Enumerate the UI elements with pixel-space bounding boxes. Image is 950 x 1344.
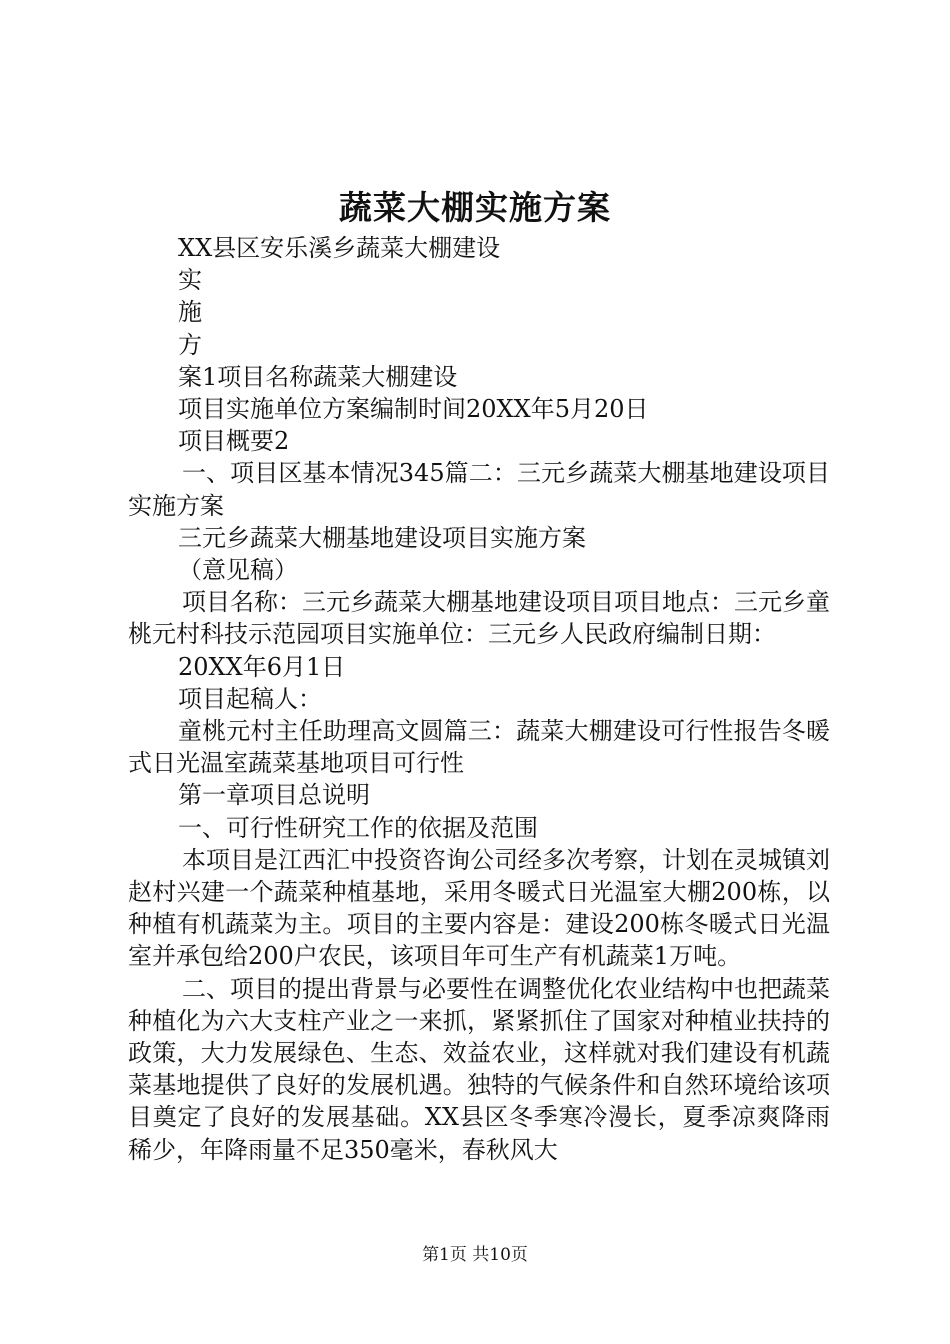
paragraph: 项目名称：三元乡蔬菜大棚基地建设项目项目地点：三元乡童桃元村科技示范园项目实施单位：三元乡人民政府编制日期： — [128, 588, 830, 649]
paragraph: 二、项目的提出背景与必要性在调整优化农业结构中也把蔬菜种植化为六大支柱产业之一来抓，紧紧抓住了国家对种植业扶持的政策，大力发展绿色、生态、效益农业，这样就对我们建设有机蔬菜基地提供了良好的发展机遇。独特的气候条件和自然环境给该项目奠定了良好的发展基础。XX县区冬季寒冷漫长，夏季凉爽降雨稀少，年降雨量不足350毫米，春秋风大 — [128, 974, 830, 1164]
paragraph: 第一章项目总说明 — [178, 781, 370, 810]
paragraph: （意见稿） — [178, 556, 298, 585]
paragraph: 一、项目区基本情况345篇二：三元乡蔬菜大棚基地建设项目实施方案 — [128, 459, 830, 520]
paragraph: 项目实施单位方案编制时间20XX年5月20日 — [178, 395, 649, 424]
paragraph: 一、可行性研究工作的依据及范围 — [178, 813, 538, 842]
paragraph: 项目起稿人： — [178, 684, 322, 713]
paragraph: 施 — [178, 298, 202, 327]
paragraph: 实 — [178, 266, 202, 295]
paragraph: 童桃元村主任助理高文圆篇三：蔬菜大棚建设可行性报告冬暖式日光温室蔬菜基地项目可行性 — [128, 717, 830, 778]
paragraph: XX县区安乐溪乡蔬菜大棚建设 — [178, 234, 501, 262]
paragraph: 项目概要2 — [178, 427, 290, 456]
page-footer: 第1页 共10页 — [422, 1245, 528, 1265]
document-body — [128, 232, 830, 1166]
paragraph: 案1项目名称蔬菜大棚建设 — [178, 362, 458, 391]
paragraph: 本项目是江西汇中投资咨询公司经多次考察，计划在灵城镇刘赵村兴建一个蔬菜种植基地，采用冬暖式日光温室大棚200栋，以种植有机蔬菜为主。项目的主要内容是：建设200栋冬暖式日光温室并承包给200户农民，该项目年可生产有机蔬菜1万吨。 — [128, 845, 830, 971]
paragraph: 20XX年6月1日 — [178, 652, 346, 681]
paragraph: 方 — [178, 330, 202, 359]
paragraph: 三元乡蔬菜大棚基地建设项目实施方案 — [178, 523, 586, 552]
document-title: 蔬菜大棚实施方案 — [339, 188, 611, 227]
